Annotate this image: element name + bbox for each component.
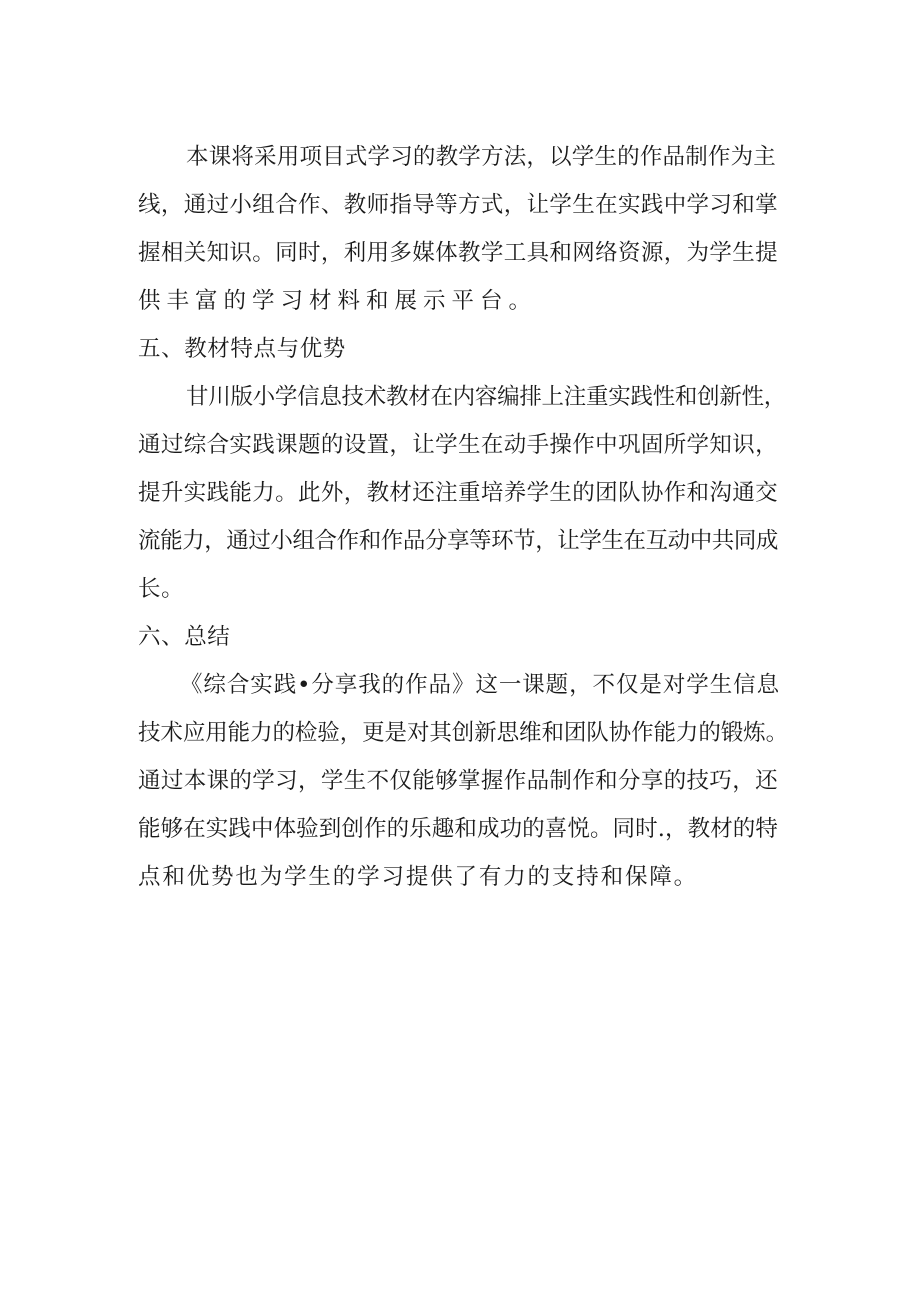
paragraph-line: 能够在实践中体验到创作的乐趣和成功的喜悦。同时.，教材的特 — [138, 816, 778, 842]
paragraph-line: 通过本课的学习，学生不仅能够掌握作品制作和分享的技巧，还 — [138, 768, 778, 794]
paragraph-line: 流能力，通过小组合作和作品分享等环节，让学生在互动中共同成 — [138, 528, 778, 554]
paragraph-line: 通过综合实践课题的设置，让学生在动手操作中巩固所学知识， — [138, 432, 778, 458]
paragraph-line: 《综合实践•分享我的作品》这一课题，不仅是对学生信息 — [180, 672, 780, 698]
paragraph-line: 点和优势也为学生的学习提供了有力的支持和保障。 — [138, 864, 698, 890]
section-heading: 五、教材特点与优势 — [138, 336, 346, 362]
paragraph-line: 提升实践能力。此外，教材还注重培养学生的团队协作和沟通交 — [138, 480, 778, 506]
paragraph-line: 供丰富的学习材料和展示平台。 — [138, 288, 538, 314]
paragraph-line: 线，通过小组合作、教师指导等方式，让学生在实践中学习和掌 — [138, 192, 778, 218]
paragraph-line: 握相关知识。同时，利用多媒体教学工具和网络资源，为学生提 — [138, 240, 778, 266]
paragraph-line: 技术应用能力的检验，更是对其创新思维和团队协作能力的锻炼。 — [138, 720, 788, 746]
paragraph-line: 本课将采用项目式学习的教学方法，以学生的作品制作为主 — [186, 144, 776, 170]
section-heading: 六、总结 — [138, 624, 231, 650]
paragraph-line: 长。 — [138, 576, 185, 602]
paragraph-line: 甘川版小学信息技术教材在内容编排上注重实践性和创新性， — [186, 384, 786, 410]
